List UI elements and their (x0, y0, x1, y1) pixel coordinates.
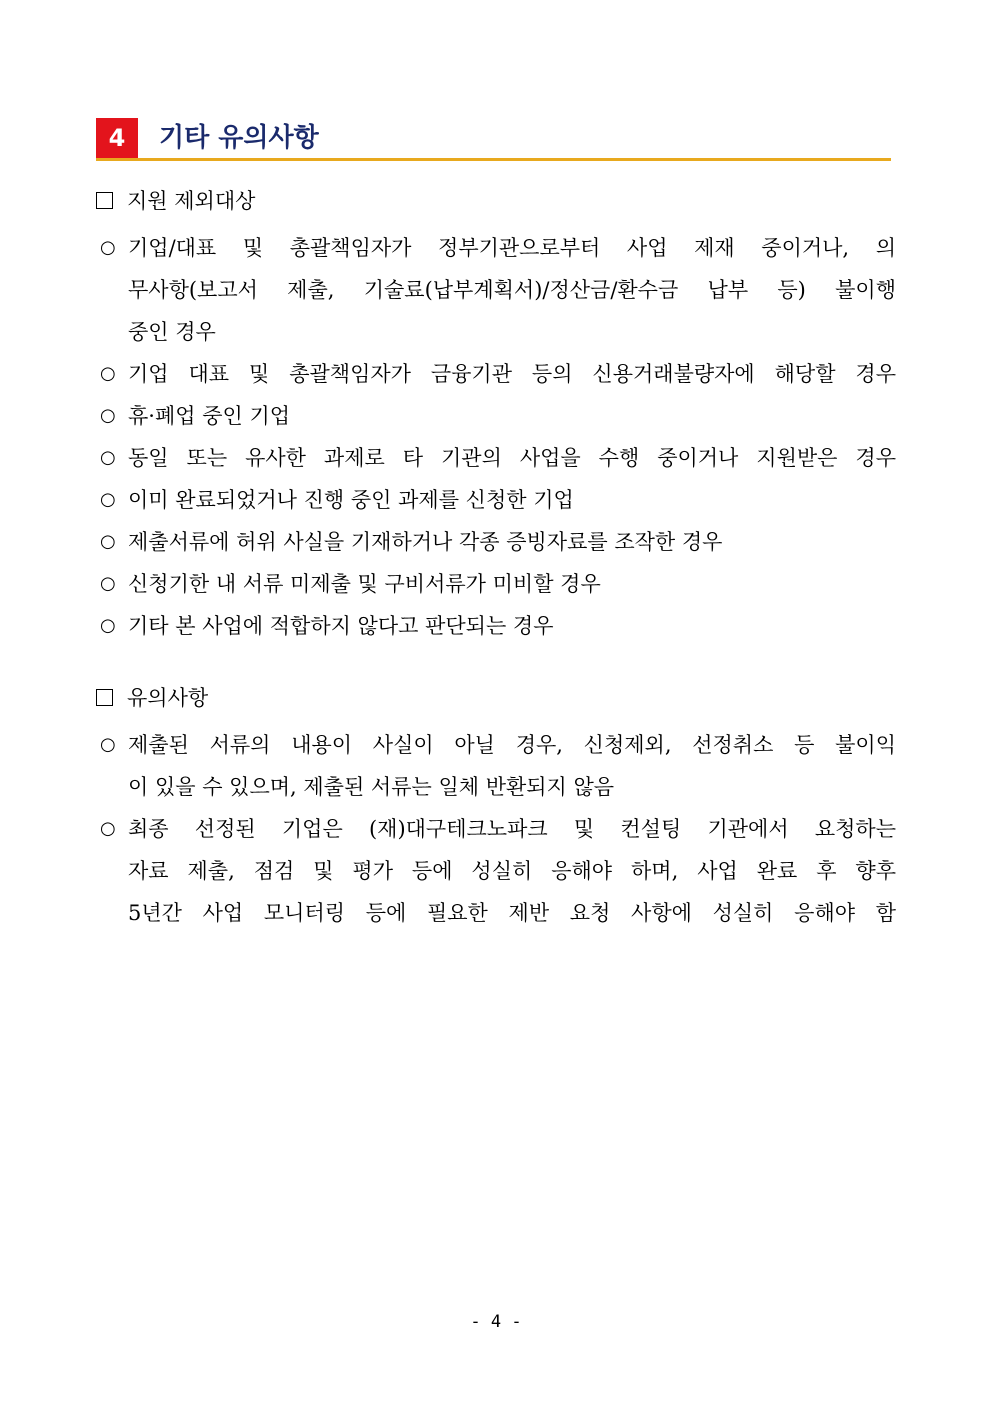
circle-bullet-icon: ○ (100, 447, 116, 468)
circle-bullet-icon: ○ (100, 818, 116, 839)
exclusion-item (96, 479, 896, 521)
exclusion-item (96, 563, 896, 605)
exclusion-item (96, 605, 896, 647)
exclusion-item-line: 기타 본 사업에 적합하지 않다고 판단되는 경우 (128, 614, 554, 638)
section-title: 기타 유의사항 (159, 123, 319, 153)
exclusion-item (96, 437, 896, 479)
exclusion-item-line: 제출서류에 허위 사실을 기재하거나 각종 증빙자료를 조작한 경우 (128, 530, 723, 554)
notes-heading-text: 유의사항 (127, 686, 209, 710)
circle-bullet-icon: ○ (100, 489, 116, 510)
circle-bullet-icon: ○ (100, 531, 116, 552)
exclusion-item (96, 353, 896, 395)
notes-item-line: 최종 선정된 기업은 (재)대구테크노파크 및 컨설팅 기관에서 요청하는 (128, 817, 896, 841)
exclusion-item-line: 휴·폐업 중인 기업 (128, 404, 291, 428)
exclusion-item-line: 기업 대표 및 총괄책임자가 금융기관 등의 신용거래불량자에 해당할 경우 (128, 362, 896, 386)
exclusion-heading (96, 186, 255, 216)
exclusion-item (96, 395, 896, 437)
square-bullet-icon (96, 689, 113, 706)
square-bullet-icon (96, 192, 113, 209)
page-number: - 4 - (470, 1312, 522, 1332)
exclusion-item (96, 521, 896, 563)
exclusion-item (96, 227, 896, 353)
exclusion-item-line: 무사항(보고서 제출, 기술료(납부계획서)/정산금/환수금 납부 등) 불이행 (128, 278, 896, 302)
notes-item-line: 자료 제출, 점검 및 평가 등에 성실히 응해야 하며, 사업 완료 후 향후 (128, 859, 896, 883)
notes-item-line: 이 있을 수 있으며, 제출된 서류는 일체 반환되지 않음 (128, 775, 615, 799)
notes-item-line: 제출된 서류의 내용이 사실이 아닐 경우, 신청제외, 선정취소 등 불이익 (128, 733, 896, 757)
circle-bullet-icon: ○ (100, 615, 116, 636)
notes-heading (96, 683, 208, 713)
notes-item-line: 5년간 사업 모니터링 등에 필요한 제반 요청 사항에 성실히 응해야 함 (128, 901, 896, 925)
exclusion-item-line: 중인 경우 (128, 320, 216, 344)
section-heading (96, 118, 891, 161)
exclusion-item-line: 신청기한 내 서류 미제출 및 구비서류가 미비할 경우 (128, 572, 601, 596)
exclusion-heading-text: 지원 제외대상 (127, 189, 256, 213)
exclusion-item-line: 동일 또는 유사한 과제로 타 기관의 사업을 수행 중이거나 지원받은 경우 (128, 446, 896, 470)
circle-bullet-icon: ○ (100, 237, 116, 258)
notes-item (96, 808, 896, 934)
circle-bullet-icon: ○ (100, 405, 116, 426)
circle-bullet-icon: ○ (100, 734, 116, 755)
exclusion-item-line: 기업/대표 및 총괄책임자가 정부기관으로부터 사업 제재 중이거나, 의 (128, 236, 896, 260)
circle-bullet-icon: ○ (100, 363, 116, 384)
section-number-badge: 4 (96, 118, 138, 158)
notes-item (96, 724, 896, 808)
exclusion-item-line: 이미 완료되었거나 진행 중인 과제를 신청한 기업 (128, 488, 574, 512)
circle-bullet-icon: ○ (100, 573, 116, 594)
